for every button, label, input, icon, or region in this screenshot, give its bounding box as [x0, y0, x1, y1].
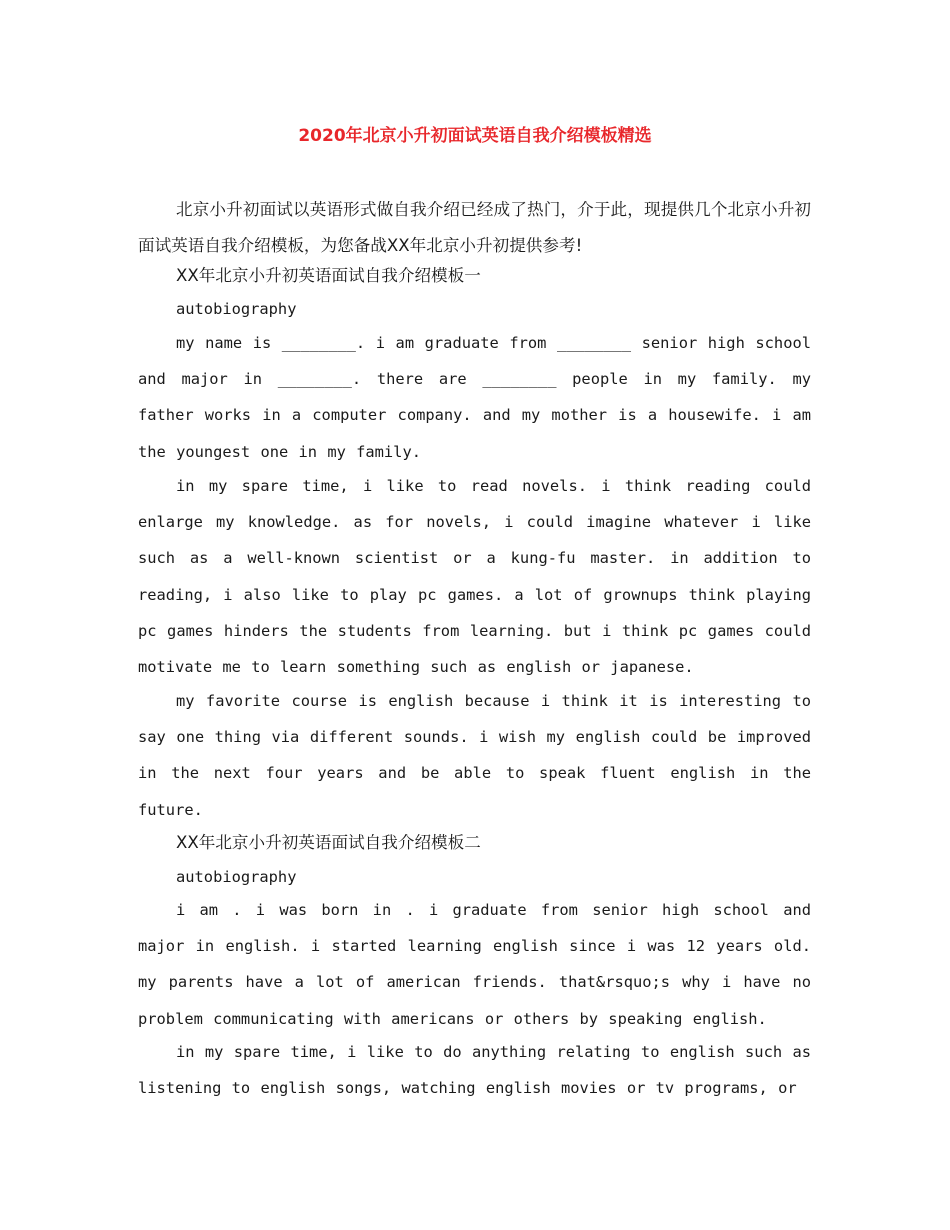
template2-heading: XX年北京小升初英语面试自我介绍模板二 [176, 833, 481, 852]
template1-paragraph-3: my favorite course is english because i think it is interesting to say one thing via different sounds. i wish my english could be improved in the next four years and be able to speak fluent english in the future. [138, 692, 811, 819]
template1-heading: XX年北京小升初英语面试自我介绍模板一 [176, 266, 481, 285]
intro-paragraph: 北京小升初面试以英语形式做自我介绍已经成了热门，介于此，现提供几个北京小升初面试英语自我介绍模板，为您备战XX年北京小升初提供参考! [138, 200, 811, 255]
template1-subheading: autobiography [176, 300, 297, 318]
template2-subheading: autobiography [176, 868, 297, 886]
template2-paragraph-1: i am . i was born in . i graduate from senior high school and major in english. i started learning english since i was 12 years old. my parents have a lot of american friends. that&rsquo;s why i have no problem communicating with americans or others by speaking english. [138, 901, 811, 1028]
template1-paragraph-2: in my spare time, i like to read novels. i think reading could enlarge my knowledge. as for novels, i could imagine whatever i like such as a well-known scientist or a kung-fu master. in addition to reading, i also like to play pc games. a lot of grownups think playing pc games hinders the students from learning. but i think pc games could motivate me to learn something such as english or japanese. [138, 477, 811, 677]
template2-paragraph-2: in my spare time, i like to do anything relating to english such as listening to english songs, watching english movies or tv programs, or [138, 1043, 811, 1098]
template1-paragraph-1: my name is ________. i am graduate from ________ senior high school and major in ________. there are ________ people in my family. my father works in a computer company. and my mother is a housewife. i am the youngest one in my family. [138, 334, 811, 461]
document-title: 2020年北京小升初面试英语自我介绍模板精选 [298, 126, 652, 146]
